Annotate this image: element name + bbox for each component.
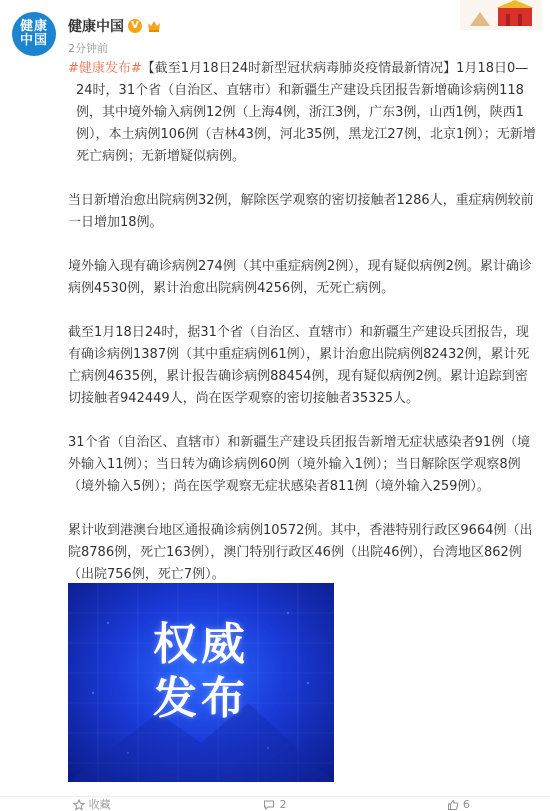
paragraph-5: 31个省（自治区、直辖市）和新疆生产建设兵团报告新增无症状感染者91例（境外输入11例）；当日转为确诊病例60例（境外输入1例）；当日解除医学观察8例（境外输入5例）；尚在医学观察无症状感染者811例（境外输入259例）。 xyxy=(68,435,531,494)
member-badge-icon xyxy=(146,18,162,34)
paragraph-1 xyxy=(68,58,540,168)
post-timestamp[interactable]: 2分钟前 xyxy=(68,42,108,55)
favorite-button[interactable] xyxy=(0,797,183,811)
image-title-line2: 发布 xyxy=(153,673,249,724)
post-footer xyxy=(0,796,550,811)
favorite-label: 收藏 xyxy=(88,798,111,811)
paragraph-6: 累计收到港澳台地区通报确诊病例10572例。其中，香港特别行政区9664例（出院8786例，死亡163例），澳门特别行政区46例（出院46例），台湾地区862例（出院756例，死亡7例）。 xyxy=(68,523,533,582)
image-title-line1: 权威 xyxy=(153,619,249,670)
comment-button[interactable] xyxy=(183,797,366,811)
avatar-text-line1: 健康 xyxy=(19,19,48,34)
header-decoration-image xyxy=(460,0,542,30)
username-row xyxy=(68,16,162,36)
paragraph-3: 境外输入现有确诊病例274例（其中重症病例2例），现有疑似病例2例。累计确诊病例4530例，累计治愈出院病例4256例，无死亡病例。 xyxy=(68,259,532,296)
comment-icon xyxy=(263,799,275,811)
avatar[interactable] xyxy=(12,12,56,56)
verified-icon: V xyxy=(128,19,142,33)
like-count: 6 xyxy=(462,798,470,811)
post-text xyxy=(68,58,540,608)
topic-hashtag[interactable]: #健康发布# xyxy=(68,61,142,76)
paragraph-4: 截至1月18日24时，据31个省（自治区、直辖市）和新疆生产建设兵团报告，现有确诊病例1387例（其中重症病例61例），累计治愈出院病例82432例，累计死亡病例4635例，累计报告确诊病例88454例，现有疑似病例2例。累计追踪到密切接触者942449人，尚在医学观察的密切接触者35325人。 xyxy=(68,325,530,406)
thumbs-up-icon xyxy=(447,799,459,811)
post-image[interactable] xyxy=(68,583,334,782)
paragraph-1-text: 【截至1月18日24时新型冠状病毒肺炎疫情最新情况】1月18日0—24时，31个省（自治区、直辖市）和新疆生产建设兵团报告新增确诊病例118例，其中境外输入病例12例（上海4例，浙江3例，广东3例，山西1例，陕西1例），本土病例106例（吉林43例，河北35例，黑龙江27例，北京1例）；无新增死亡病例；无新增疑似病例。 xyxy=(76,61,536,164)
avatar-text-line2: 中国 xyxy=(19,33,48,48)
favorite-icon xyxy=(73,799,85,811)
comment-count: 2 xyxy=(279,798,287,811)
paragraph-2: 当日新增治愈出院病例32例，解除医学观察的密切接触者1286人，重症病例较前一日增加18例。 xyxy=(68,193,534,230)
like-button[interactable] xyxy=(367,797,550,811)
username[interactable]: 健康中国 xyxy=(68,19,124,35)
